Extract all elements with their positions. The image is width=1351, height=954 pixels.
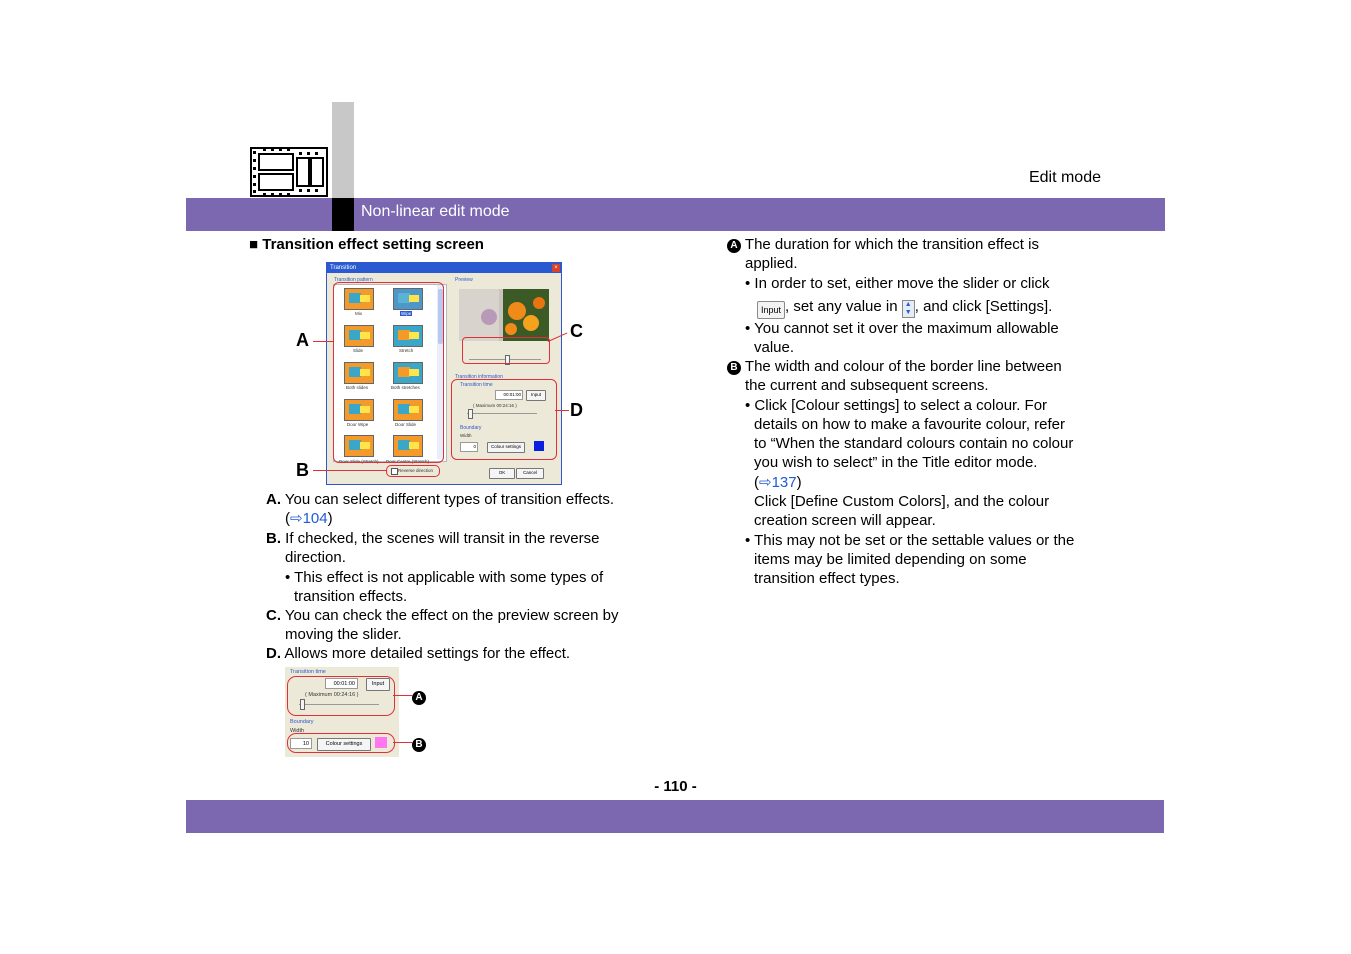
explanation-bullet: value. bbox=[754, 339, 795, 357]
explanation-text: The width and colour of the border line between bbox=[744, 358, 1062, 375]
group-boundary-label: Boundary bbox=[290, 719, 314, 725]
group-transition-label: Transition pattern bbox=[334, 277, 373, 283]
explanation-bullet: Click [Define Custom Colors], and the colour bbox=[754, 493, 1050, 511]
ref-number: 137 bbox=[771, 473, 797, 491]
explanation-bullet: • In order to set, either move the slider or click bbox=[745, 274, 1050, 292]
time-field: 00:01:00 bbox=[325, 678, 358, 689]
explanation-bullet: to “When the standard colours contain no colour bbox=[754, 435, 1074, 453]
header-black-tab bbox=[332, 198, 354, 231]
callout-d: D bbox=[570, 400, 583, 420]
callout-c: C bbox=[570, 321, 583, 341]
explanation-bullet: • You cannot set it over the maximum allowable bbox=[745, 319, 1059, 337]
thumb-label: Stretch bbox=[399, 348, 414, 353]
thumb-label: Both stretches bbox=[391, 385, 420, 390]
explanation-bullet: creation screen will appear. bbox=[754, 512, 936, 530]
callout-a2-line bbox=[393, 695, 412, 696]
section-heading bbox=[249, 235, 484, 254]
width-field: 0 bbox=[460, 442, 478, 452]
group-preview-label: Preview bbox=[455, 277, 473, 283]
item-label: B. bbox=[266, 530, 281, 547]
width-label: Width bbox=[290, 728, 305, 734]
input-button: Input bbox=[366, 678, 390, 691]
callout-b2-line bbox=[393, 742, 412, 743]
item-bullet: transition effects. bbox=[294, 587, 408, 605]
item-text: You can select different types of transition effects. bbox=[284, 491, 614, 508]
item-text: If checked, the scenes will transit in the reverse bbox=[285, 530, 600, 547]
explanation-b: B The width and colour of the border line between the current and subsequent screens. • Click [Colour settings] to select a colour. For details on how to make a favourite colour, refer to “When the standard colours contain no colour you wish to select” in the Title editor mode. (⇨137) Click [Define Custom Colors], and the colour creation screen will appear. • This may not be set or the settable values or the items may be limited depending on some transition effect types. bbox=[727, 357, 1107, 589]
callout-d-line bbox=[555, 410, 569, 411]
marker-b-icon: B bbox=[727, 361, 741, 375]
item-d bbox=[266, 644, 656, 663]
colour-settings-button: Colour settings bbox=[487, 442, 525, 453]
thumb-label: Both slides bbox=[346, 385, 369, 390]
dialog-title-bar bbox=[327, 263, 561, 273]
page-ref-137[interactable]: ⇨137 bbox=[759, 473, 797, 491]
callout-a-box bbox=[333, 282, 444, 463]
callout-a: A bbox=[296, 330, 309, 350]
thumb-label: Wipe bbox=[401, 311, 412, 316]
footer-band bbox=[186, 800, 1164, 833]
film-strip-icon bbox=[249, 146, 329, 198]
callout-b2: B bbox=[412, 735, 426, 753]
spin-arrows-icon: ▲ ▼ bbox=[902, 300, 915, 318]
item-label: A. bbox=[266, 491, 281, 508]
ref-number: 104 bbox=[302, 510, 328, 528]
thumb-label: Door Slide bbox=[395, 422, 417, 427]
item-text: You can check the effect on the preview screen by bbox=[284, 607, 619, 624]
dialog-title: Transition bbox=[330, 265, 357, 271]
callout-b: B bbox=[296, 460, 309, 480]
group-boundary-label: Boundary bbox=[460, 425, 482, 431]
input-button: Input bbox=[526, 390, 546, 401]
explanation-bullet: details on how to make a favourite colour, refer bbox=[754, 415, 1066, 433]
item-a: A. You can select different types of transition effects. (⇨104) bbox=[266, 491, 614, 528]
heading-text: Transition effect setting screen bbox=[262, 236, 484, 253]
header-gray-bar bbox=[332, 102, 354, 198]
thumb-label: Mix bbox=[355, 311, 362, 316]
colour-settings-button: Colour settings bbox=[317, 738, 371, 751]
callout-b2-box bbox=[287, 733, 395, 753]
input-button-icon: Input bbox=[757, 301, 785, 319]
cancel-button: Cancel bbox=[516, 468, 544, 479]
explanation-bullet: items may be limited depending on some bbox=[754, 550, 1027, 568]
width-field: 10 bbox=[290, 738, 312, 749]
explanation-text: The duration for which the transition effect is bbox=[744, 236, 1039, 253]
item-c bbox=[266, 606, 656, 645]
marker-a-icon: A bbox=[727, 239, 741, 253]
item-bullet: • This effect is not applicable with some types of bbox=[285, 568, 604, 586]
item-b bbox=[266, 529, 656, 606]
thumb-label: Door Slide (Stretch) bbox=[339, 459, 379, 464]
callout-c-box bbox=[462, 337, 550, 364]
callout-a2: A bbox=[412, 688, 426, 706]
time-field: 00:01:00 bbox=[495, 390, 523, 400]
explanation-text: the current and subsequent screens. bbox=[745, 377, 989, 395]
heading-marker: ■ bbox=[249, 236, 259, 253]
group-info-label: Transition information bbox=[455, 374, 503, 380]
item-label: C. bbox=[266, 607, 281, 624]
group-time-label: Transition time bbox=[460, 382, 493, 388]
page-ref-104[interactable]: ⇨104 bbox=[290, 510, 328, 528]
section-label: Edit mode bbox=[1028, 169, 1101, 186]
reverse-label: Reverse direction bbox=[398, 468, 434, 473]
thumb-label: Slide bbox=[353, 348, 364, 353]
page-number: - 110 - bbox=[654, 778, 697, 795]
callout-d-box bbox=[451, 379, 557, 460]
width-label: Width bbox=[460, 433, 472, 438]
callout-b-box bbox=[386, 465, 440, 477]
close-icon: × bbox=[552, 264, 560, 272]
explanation-bullet: , set any value in bbox=[785, 297, 898, 315]
explanation-a bbox=[727, 235, 1107, 357]
maximum-text: ( Maximum 00:24:16 ) bbox=[473, 403, 517, 408]
preview-image bbox=[459, 289, 549, 341]
item-text: moving the slider. bbox=[285, 626, 402, 644]
explanation-bullet: transition effect types. bbox=[754, 570, 900, 588]
item-text: Allows more detailed settings for the effect. bbox=[284, 645, 571, 662]
callout-b-line bbox=[313, 470, 386, 471]
explanation-text: applied. bbox=[745, 255, 798, 273]
explanation-bullet: , and click [Settings]. bbox=[914, 297, 1053, 315]
ok-button: OK bbox=[489, 468, 515, 479]
band-title: Non-linear edit mode bbox=[361, 203, 510, 220]
explanation-bullet: • This may not be set or the settable values or the bbox=[745, 531, 1075, 549]
explanation-bullet: • Click [Colour settings] to select a colour. For bbox=[745, 396, 1048, 414]
thumb-label: Door Wipe bbox=[347, 422, 369, 427]
group-time-label: Transition time bbox=[290, 669, 326, 675]
thumb-label: Door Centre (Stretch) bbox=[386, 459, 430, 464]
explanation-bullet: you wish to select” in the Title editor mode. bbox=[754, 454, 1038, 472]
callout-a-line bbox=[313, 341, 333, 342]
callout-a2-box bbox=[287, 676, 395, 716]
item-text: direction. bbox=[285, 549, 346, 567]
item-label: D. bbox=[266, 645, 281, 662]
maximum-text: ( Maximum 00:24:16 ) bbox=[305, 692, 359, 698]
